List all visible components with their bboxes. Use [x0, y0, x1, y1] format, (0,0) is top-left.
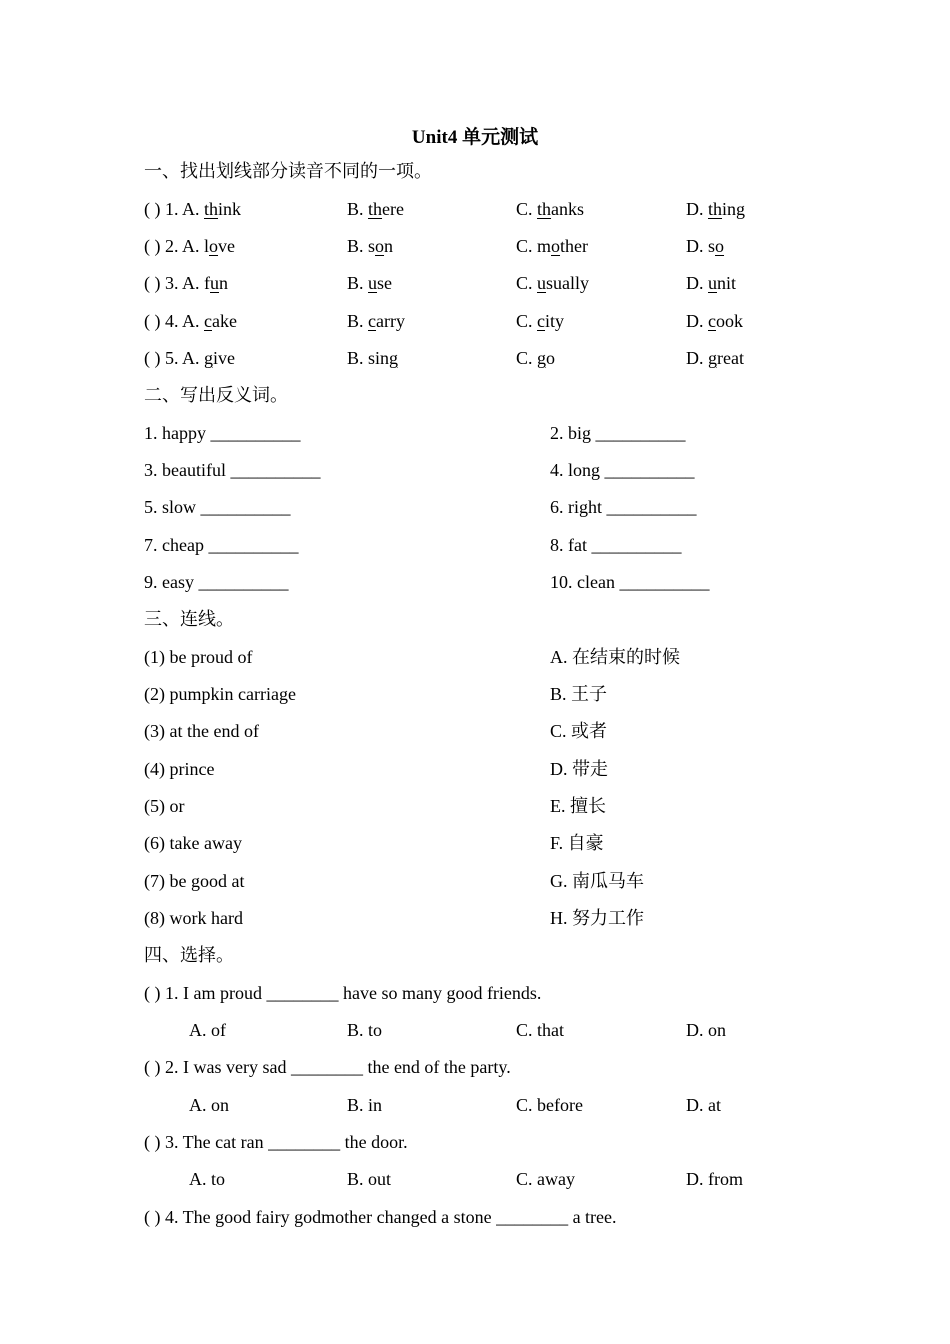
matching-meaning: C. 或者 — [550, 721, 608, 741]
option-a: A. on — [189, 1095, 229, 1115]
antonym-item: 7. cheap __________ — [144, 535, 299, 555]
antonym-item: 5. slow __________ — [144, 497, 291, 517]
antonym-item: 6. right __________ — [550, 497, 697, 517]
antonym-item: 2. big __________ — [550, 423, 686, 443]
option-c: C. go — [516, 348, 556, 368]
matching-row — [144, 905, 804, 931]
antonym-item: 3. beautiful __________ — [144, 460, 321, 480]
page-title: Unit4 单元测试 — [411, 127, 539, 148]
antonym-row — [144, 494, 804, 520]
option-c: C. before — [516, 1095, 583, 1115]
option-a: ( ) 4. A. cake — [144, 311, 237, 331]
phonics-question-1 — [144, 196, 804, 222]
option-c: C. usually — [516, 273, 590, 293]
section-4-heading: 四、选择。 — [144, 945, 234, 965]
option-b: B. sing — [347, 348, 399, 368]
option-d: D. great — [686, 348, 744, 368]
option-d: D. thing — [686, 199, 746, 219]
option-b: B. son — [347, 236, 394, 256]
matching-phrase: (6) take away — [144, 833, 242, 853]
matching-phrase: (3) at the end of — [144, 721, 259, 741]
option-a: A. to — [189, 1169, 225, 1189]
antonym-row — [144, 420, 804, 446]
choice-question-3: ( ) 3. The cat ran ________ the door. — [144, 1132, 408, 1152]
option-a: ( ) 1. A. think — [144, 199, 242, 219]
antonym-item: 8. fat __________ — [550, 535, 682, 555]
matching-row — [144, 793, 804, 819]
option-d: D. so — [686, 236, 725, 256]
phonics-question-4 — [144, 308, 804, 334]
option-b: B. out — [347, 1169, 392, 1189]
choice-question-2: ( ) 2. I was very sad ________ the end of the party. — [144, 1057, 511, 1077]
matching-row — [144, 718, 804, 744]
choice-question-1: ( ) 1. I am proud ________ have so many good friends. — [144, 983, 542, 1003]
antonym-row — [144, 457, 804, 483]
antonym-item: 4. long __________ — [550, 460, 695, 480]
phonics-question-3 — [144, 270, 804, 296]
matching-meaning: D. 带走 — [550, 759, 608, 779]
matching-row — [144, 644, 804, 670]
matching-meaning: H. 努力工作 — [550, 908, 644, 928]
matching-phrase: (8) work hard — [144, 908, 243, 928]
option-a: A. of — [189, 1020, 226, 1040]
option-c: C. mother — [516, 236, 588, 256]
option-a: ( ) 2. A. love — [144, 236, 236, 256]
matching-phrase: (2) pumpkin carriage — [144, 684, 296, 704]
option-c: C. thanks — [516, 199, 585, 219]
phonics-question-2 — [144, 233, 804, 259]
matching-phrase: (1) be proud of — [144, 647, 253, 667]
matching-meaning: F. 自豪 — [550, 833, 604, 853]
section-3-heading: 三、连线。 — [144, 609, 234, 629]
option-c: C. away — [516, 1169, 575, 1189]
option-b: B. in — [347, 1095, 383, 1115]
option-d: D. cook — [686, 311, 743, 331]
matching-row — [144, 868, 804, 894]
option-d: D. at — [686, 1095, 721, 1115]
option-a: ( ) 5. A. give — [144, 348, 235, 368]
option-c: C. city — [516, 311, 565, 331]
option-d: D. on — [686, 1020, 726, 1040]
matching-row — [144, 756, 804, 782]
option-d: D. from — [686, 1169, 743, 1189]
antonym-row — [144, 569, 804, 595]
matching-row — [144, 830, 804, 856]
matching-row — [144, 681, 804, 707]
antonym-item: 9. easy __________ — [144, 572, 289, 592]
choice-options-3 — [144, 1166, 804, 1192]
matching-meaning: B. 王子 — [550, 684, 608, 704]
option-b: B. there — [347, 199, 405, 219]
choice-options-1 — [144, 1017, 804, 1043]
matching-phrase: (5) or — [144, 796, 185, 816]
antonym-item: 1. happy __________ — [144, 423, 301, 443]
option-c: C. that — [516, 1020, 564, 1040]
matching-phrase: (4) prince — [144, 759, 215, 779]
matching-meaning: E. 擅长 — [550, 796, 606, 816]
matching-meaning: G. 南瓜马车 — [550, 871, 644, 891]
section-2-heading: 二、写出反义词。 — [144, 385, 288, 405]
antonym-item: 10. clean __________ — [550, 572, 710, 592]
option-b: B. use — [347, 273, 393, 293]
choice-question-4: ( ) 4. The good fairy godmother changed a stone ________ a tree. — [144, 1207, 617, 1227]
matching-meaning: A. 在结束的时候 — [550, 647, 680, 667]
option-a: ( ) 3. A. fun — [144, 273, 228, 293]
antonym-row — [144, 532, 804, 558]
option-b: B. to — [347, 1020, 383, 1040]
section-1-heading: 一、找出划线部分读音不同的一项。 — [144, 161, 432, 181]
phonics-question-5 — [144, 345, 804, 371]
option-b: B. carry — [347, 311, 405, 331]
option-d: D. unit — [686, 273, 737, 293]
matching-phrase: (7) be good at — [144, 871, 245, 891]
choice-options-2 — [144, 1092, 804, 1118]
